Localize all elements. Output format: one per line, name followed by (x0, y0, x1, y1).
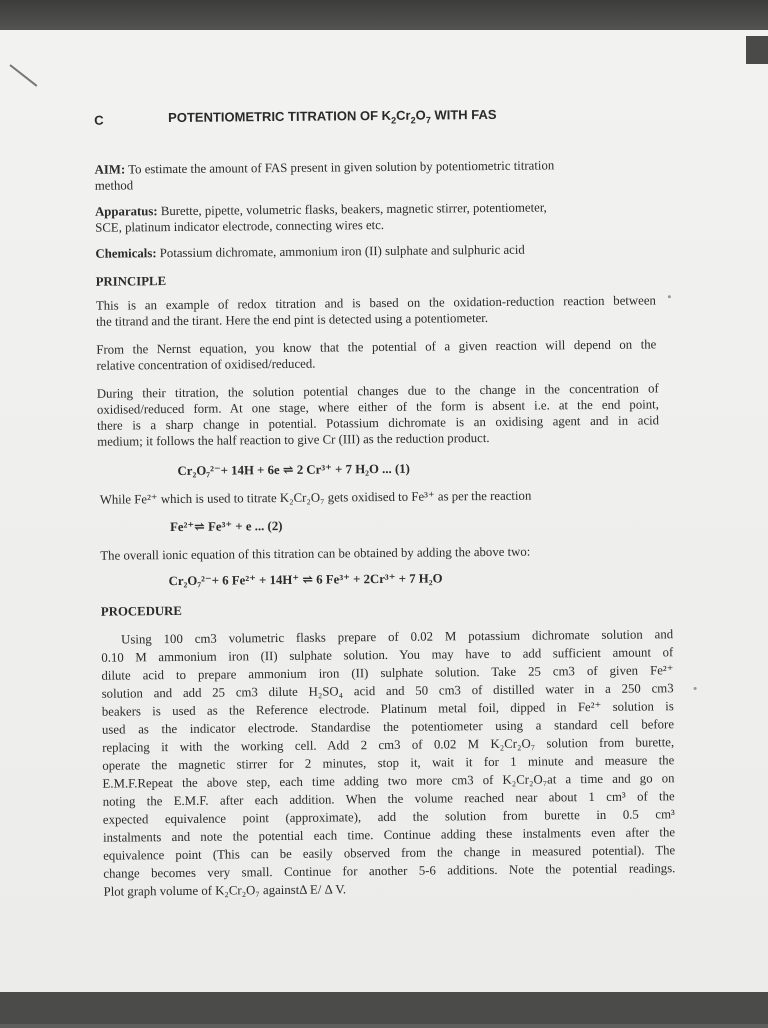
aim-line-2: method (94, 178, 134, 193)
principle-text: During their titration, the solution potential changes due to the change in the concentration of (96, 381, 659, 401)
principle-text: From the Nernst equation, you know that the potential of a given reaction will depend on the (96, 337, 657, 357)
stray-dot (668, 295, 671, 298)
procedure-line: noting the E.M.F. after each addition. When the volume reached near about 1 cm³ of the (102, 789, 675, 809)
procedure-line: used as the indicator electrode. Standardise the potentiometer using a standard cell before (101, 717, 675, 737)
procedure-line: beakers is used as the Reference electrode. Platinum metal foil, dipped in Fe²⁺ solution is (101, 699, 674, 719)
procedure-line: dilute acid to prepare ammonium iron (II) sulphate solution. Take 25 cm3 of given Fe²⁺ (101, 663, 674, 683)
equation-2: Fe²⁺⇌ Fe³⁺ + e ... (2) (169, 518, 283, 535)
apparatus-line-1: Apparatus: Burette, pipette, volumetric flasks, beakers, magnetic stirrer, potentiometer, (94, 200, 547, 219)
principle-text: the titrand and the tirant. Here the end pint is detected using a potentiometer. (96, 310, 489, 329)
apparatus-line-2: SCE, platinum indicator electrode, connecting wires etc. (95, 217, 385, 235)
equation-1: Cr₂O₇²⁻+ 14H + 6e ⇌ 2 Cr³⁺ + 7 H₂O ... (1) (177, 461, 410, 478)
overall-text: The overall ionic equation of this titration can be obtained by adding the above two: (100, 544, 531, 563)
principle-heading: PRINCIPLE (95, 274, 167, 289)
procedure-line: replacing it with the working cell. Add 2 cm3 of 0.02 M K₂Cr₂O₇ solution from burette, (102, 735, 675, 755)
procedure-line: instalments and note the potential each time. Continue adding these instalments even after the (102, 825, 676, 845)
procedure-line: expected equivalence point (approximate), add the solution from burette in 0.5 cm³ (102, 807, 675, 827)
aim-line-1: AIM: To estimate the amount of FAS present in given solution by potentiometric titration (94, 158, 555, 177)
aim-label: AIM: (94, 162, 126, 177)
procedure-line: Plot graph volume of K₂Cr₂O₇ againstΔ E/ Δ V. (103, 882, 347, 899)
procedure-line: operate the magnetic stirrer for 2 minutes, stop it, wait it for 1 minute and measure the (102, 753, 675, 773)
procedure-heading: PROCEDURE (100, 603, 182, 619)
chemicals-line: Chemicals: Potassium dichromate, ammonium iron (II) sulphate and sulphuric acid (95, 242, 525, 261)
procedure-line: Using 100 cm3 volumetric flasks prepare of 0.02 M potassium dichromate solution and (121, 627, 674, 647)
equation-3: Cr₂O₇²⁻+ 6 Fe²⁺ + 14H⁺ ⇌ 6 Fe³⁺ + 2Cr³⁺ + 7 H₂O (168, 571, 443, 589)
oxidation-text: While Fe²⁺ which is used to titrate K₂Cr₂O₇ gets oxidised to Fe³⁺ as per the reaction (99, 488, 532, 507)
procedure-line: change becomes very small. Continue for another 5-6 additions. Note the potential readings. (103, 861, 676, 881)
section-letter: C (94, 112, 104, 128)
procedure-line: equivalence point (This can be easily observed from the change in measured potential). The (103, 843, 676, 863)
page-title: POTENTIOMETRIC TITRATION OF $K_2Cr_2O_7$ WITH FAS (168, 106, 497, 126)
principle-text: relative concentration of oxidised/reduced. (96, 356, 316, 373)
principle-text: medium; it follows the half reaction to give Cr (III) as the reduction product. (97, 430, 490, 449)
procedure-line: E.M.F.Repeat the above step, each time adding two more cm3 of K₂Cr₂O₇at a time and go on (102, 771, 675, 791)
principle-text: there is a sharp change in potential. Potassium dichromate is an oxidising agent and in acid (97, 413, 660, 433)
apparatus-label: Apparatus: (94, 204, 158, 219)
principle-text: oxidised/reduced form. At one stage, where either of the form is absent i.e. at the end point, (96, 397, 659, 417)
chemicals-label: Chemicals: (95, 246, 157, 261)
principle-text: This is an example of redox titration and is based on the oxidation-reduction reaction between (95, 293, 656, 313)
procedure-line: 0.10 M ammonium iron (II) sulphate solution. You may have to add sufficient amount of (101, 645, 674, 665)
stray-dot (694, 687, 697, 690)
procedure-line: solution and add 25 cm3 dilute H₂SO₄ acid and 50 cm3 of distilled water in a 250 cm3 (101, 681, 674, 701)
